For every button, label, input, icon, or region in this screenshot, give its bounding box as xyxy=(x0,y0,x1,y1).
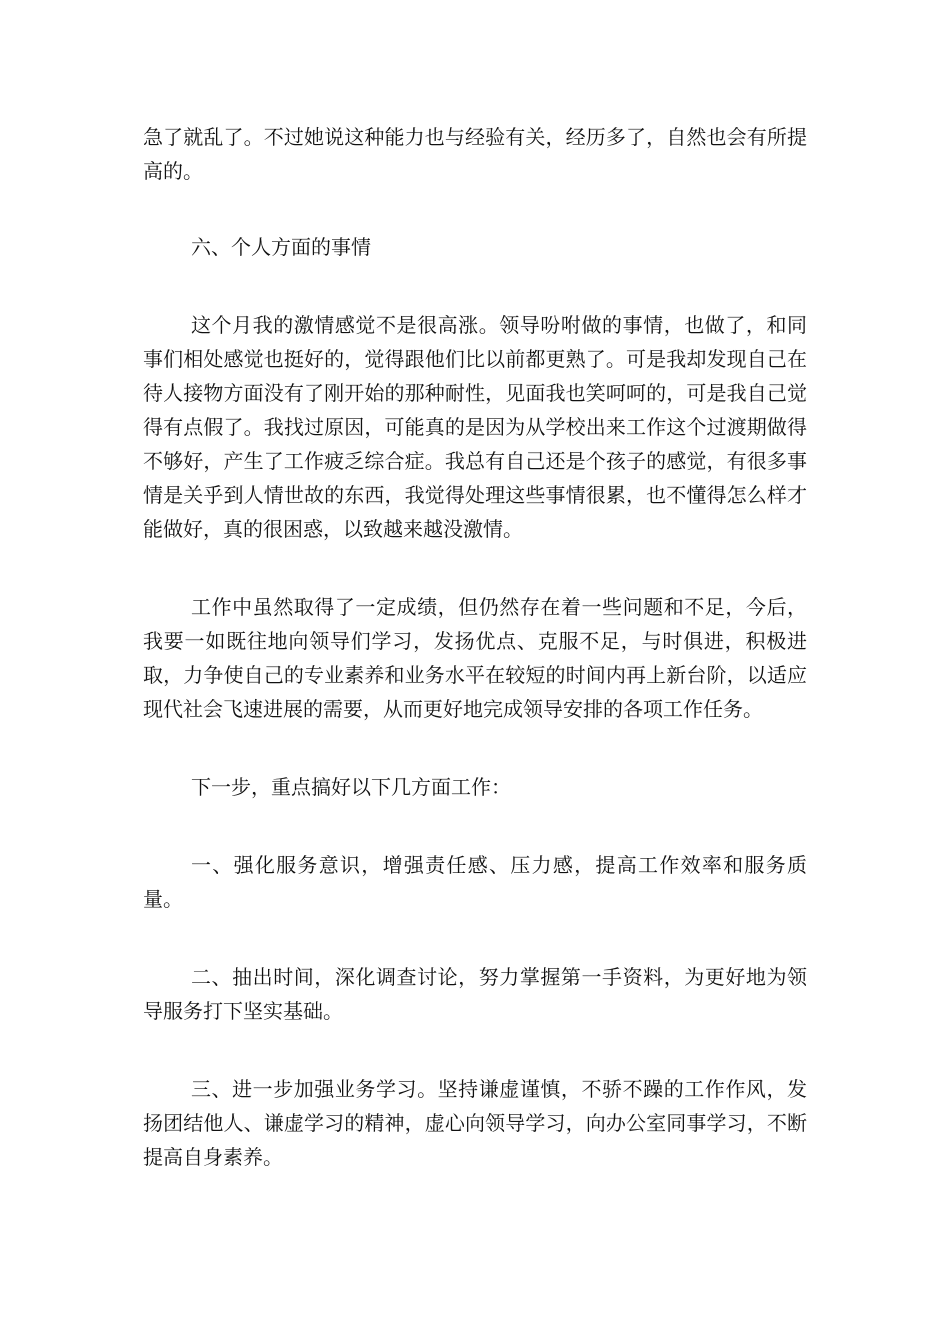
paragraph-continuation: 急了就乱了。不过她说这种能力也与经验有关，经历多了，自然也会有所提高的。 xyxy=(143,125,807,183)
list-item-business-study: 三、进一步加强业务学习。坚持谦虚谨慎，不骄不躁的工作作风，发扬团结他人、谦虚学习的精神，虚心向领导学习，向办公室同事学习，不断提高自身素养。 xyxy=(143,1077,807,1169)
list-item-service-awareness: 一、强化服务意识，增强责任感、压力感，提高工作效率和服务质量。 xyxy=(143,853,807,911)
paragraph-summary: 工作中虽然取得了一定成绩，但仍然存在着一些问题和不足，今后，我要一如既往地向领导们学习，发扬优点、克服不足，与时俱进，积极进取，力争使自己的专业素养和业务水平在较短的时间内再上新台阶，以适应现代社会飞速进展的需要，从而更好地完成领导安排的各项工作任务。 xyxy=(143,595,807,721)
list-item-investigation: 二、抽出时间，深化调查讨论，努力掌握第一手资料，为更好地为领导服务打下坚实基础。 xyxy=(143,965,807,1023)
paragraph-personal-feelings: 这个月我的激情感觉不是很高涨。领导吩咐做的事情，也做了，和同事们相处感觉也挺好的，觉得跟他们比以前都更熟了。可是我却发现自己在待人接物方面没有了刚开始的那种耐性，见面我也笑呵呵的，可是我自己觉得有点假了。我找过原因，可能真的是因为从学校出来工作这个过渡期做得不够好，产生了工作疲乏综合症。我总有自己还是个孩子的感觉，有很多事情是关乎到人情世故的东西，我觉得处理这些事情很累，也不懂得怎么样才能做好，真的很困惑，以致越来越没激情。 xyxy=(143,313,807,541)
paragraph-next-steps-intro: 下一步，重点搞好以下几方面工作： xyxy=(191,775,511,799)
section-heading-personal: 六、个人方面的事情 xyxy=(191,235,371,259)
document-body xyxy=(143,120,807,1218)
